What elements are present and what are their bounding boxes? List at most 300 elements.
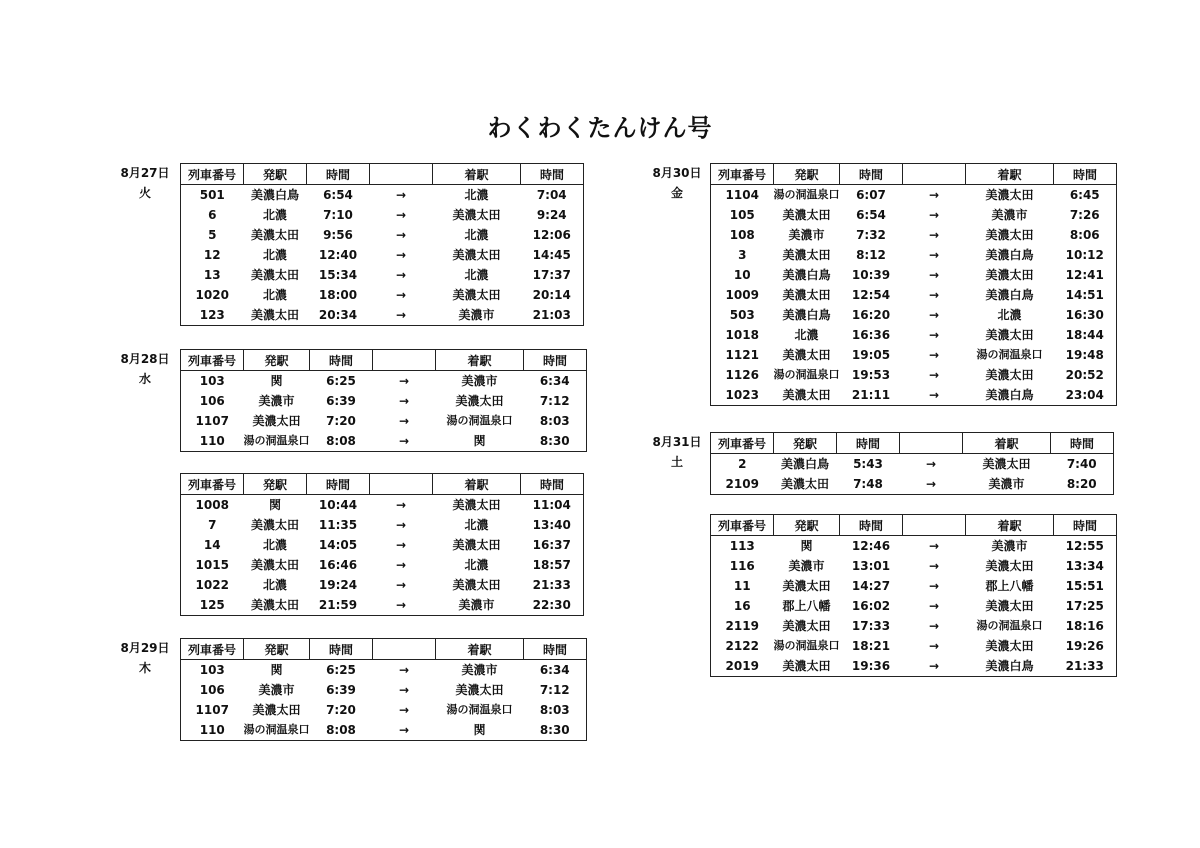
col-header-dep-station: 発駅 [774,433,837,454]
day-label [652,432,702,473]
cell-arr: 8:30 [539,723,570,737]
cell-to: 美濃太田 [985,228,1034,242]
cell-arrow: → [398,703,410,717]
cell-arrow: → [928,188,940,202]
cell-arrow: → [928,228,940,242]
cell-arrow: → [398,374,410,388]
cell-no: 501 [199,188,225,202]
cell-no: 2109 [725,477,759,491]
cell-arrow: → [395,288,407,302]
cell-to: 美濃太田 [452,498,501,512]
date-text: 8月31日 [652,435,702,449]
cell-arrow: → [398,434,410,448]
table-row [181,371,587,392]
cell-arrow: → [395,558,407,572]
day-label [120,638,170,679]
cell-from: 北濃 [262,248,287,262]
table-row [711,454,1114,475]
cell-no: 1009 [725,288,759,302]
cell-from: 関 [270,374,283,388]
cell-arrow: → [928,268,940,282]
col-header-arrow [373,350,436,371]
date-text: 8月28日 [120,352,170,366]
table-row [711,556,1117,576]
cell-arr: 15:51 [1065,579,1104,593]
table-row [181,575,584,595]
col-header-arr-time: 時間 [521,164,584,185]
cell-to: 美濃太田 [455,683,504,697]
timetable [710,163,1117,406]
cell-no: 103 [199,374,225,388]
cell-no: 12 [203,248,221,262]
cell-arrow: → [395,598,407,612]
table-row [711,345,1117,365]
cell-from: 湯の洞温泉口 [243,434,310,447]
cell-no: 103 [199,663,225,677]
cell-arr: 14:45 [532,248,571,262]
day-label [652,163,702,204]
cell-from: 美濃太田 [782,579,831,593]
col-header-dep-station: 発駅 [244,474,307,495]
cell-from: 美濃太田 [782,348,831,362]
cell-dep: 7:20 [326,703,356,717]
col-header-train-no: 列車番号 [181,350,244,371]
cell-no: 3 [738,248,747,262]
cell-from: 美濃太田 [782,388,831,402]
cell-to: 美濃市 [988,477,1025,491]
cell-to: 北濃 [997,308,1022,322]
cell-no: 110 [199,723,225,737]
col-header-arr-station: 着駅 [963,433,1051,454]
cell-dep: 16:20 [851,308,891,322]
cell-to: 北濃 [464,518,489,532]
cell-arrow: → [925,477,937,491]
cell-to: 美濃太田 [985,639,1034,653]
cell-arrow: → [928,248,940,262]
cell-from: 美濃白鳥 [782,308,831,322]
cell-from: 北濃 [262,208,287,222]
cell-no: 2 [738,457,747,471]
cell-dep: 6:07 [856,188,886,202]
cell-arrow: → [395,248,407,262]
cell-from: 美濃市 [788,559,825,573]
cell-dep: 8:12 [856,248,886,262]
table-row [711,474,1114,495]
date-text: 8月27日 [120,166,170,180]
cell-to: 美濃太田 [452,538,501,552]
cell-to: 北濃 [464,558,489,572]
day-label [120,349,170,390]
table-row [181,305,584,326]
cell-from: 美濃市 [788,228,825,242]
cell-no: 503 [729,308,755,322]
cell-from: 美濃太田 [250,558,299,572]
cell-arr: 8:06 [1069,228,1100,242]
table-row [181,700,587,720]
weekday-text: 木 [138,661,151,675]
date-text: 8月30日 [652,166,702,180]
timetable [180,473,584,616]
cell-arrow: → [928,208,940,222]
cell-from: 郡上八幡 [782,599,831,613]
cell-from: 美濃市 [258,683,295,697]
cell-arr: 17:37 [532,268,571,282]
cell-from: 美濃太田 [780,477,829,491]
cell-arr: 20:14 [532,288,571,302]
cell-to: 湯の洞温泉口 [446,414,513,427]
cell-dep: 16:46 [318,558,358,572]
cell-from: 湯の洞温泉口 [243,723,310,736]
header-row [181,350,587,371]
table-row [181,265,584,285]
cell-no: 1022 [195,578,229,592]
cell-dep: 7:32 [856,228,886,242]
cell-arr: 23:04 [1065,388,1104,402]
cell-dep: 15:34 [318,268,358,282]
cell-arrow: → [395,578,407,592]
col-header-dep-time: 時間 [837,433,900,454]
cell-dep: 6:54 [323,188,353,202]
cell-arr: 12:55 [1065,539,1104,553]
cell-dep: 18:00 [318,288,358,302]
cell-dep: 6:25 [326,663,356,677]
table-row [181,411,587,431]
cell-arr: 9:24 [536,208,567,222]
col-header-train-no: 列車番号 [711,433,774,454]
cell-no: 14 [203,538,221,552]
table-row [711,245,1117,265]
cell-to: 湯の洞温泉口 [976,348,1043,361]
weekday-text: 土 [670,455,683,469]
header-row [711,433,1114,454]
cell-to: 関 [473,723,486,737]
col-header-train-no: 列車番号 [711,515,774,536]
cell-arrow: → [398,663,410,677]
cell-to: 湯の洞温泉口 [976,619,1043,632]
cell-no: 113 [729,539,755,553]
col-header-arr-station: 着駅 [966,164,1054,185]
cell-arr: 8:03 [539,703,570,717]
cell-from: 美濃太田 [250,308,299,322]
table-row [711,185,1117,206]
weekday-text: 火 [138,186,151,200]
col-header-dep-station: 発駅 [774,515,840,536]
cell-arr: 7:26 [1069,208,1100,222]
cell-from: 美濃太田 [782,659,831,673]
cell-no: 10 [733,268,751,282]
table-row [711,576,1117,596]
cell-to: 美濃太田 [985,188,1034,202]
cell-dep: 19:05 [851,348,891,362]
cell-arrow: → [928,579,940,593]
cell-from: 関 [270,663,283,677]
cell-arrow: → [928,348,940,362]
cell-dep: 7:20 [326,414,356,428]
col-header-train-no: 列車番号 [181,639,244,660]
cell-to: 美濃太田 [982,457,1031,471]
cell-arr: 6:45 [1069,188,1100,202]
cell-to: 美濃太田 [452,248,501,262]
cell-arrow: → [395,228,407,242]
cell-from: 美濃白鳥 [780,457,829,471]
cell-to: 美濃太田 [452,208,501,222]
cell-arr: 12:06 [532,228,571,242]
cell-no: 2119 [725,619,759,633]
cell-no: 6 [208,208,217,222]
cell-no: 1020 [195,288,229,302]
cell-arr: 10:12 [1065,248,1104,262]
cell-to: 美濃太田 [985,268,1034,282]
cell-dep: 14:27 [851,579,891,593]
cell-dep: 11:35 [318,518,358,532]
col-header-dep-time: 時間 [310,350,373,371]
cell-dep: 19:53 [851,368,891,382]
cell-arr: 17:25 [1065,599,1104,613]
weekday-text: 水 [138,372,151,386]
cell-no: 5 [208,228,217,242]
col-header-dep-time: 時間 [307,474,370,495]
cell-arr: 12:41 [1065,268,1104,282]
date-text: 8月29日 [120,641,170,655]
cell-no: 7 [208,518,217,532]
cell-to: 北濃 [464,188,489,202]
cell-from: 関 [800,539,813,553]
cell-arr: 7:12 [539,394,570,408]
col-header-arr-time: 時間 [1051,433,1114,454]
cell-arrow: → [928,388,940,402]
cell-arr: 13:40 [532,518,571,532]
cell-to: 美濃市 [458,308,495,322]
cell-no: 1107 [195,703,229,717]
cell-arr: 7:40 [1066,457,1097,471]
cell-arrow: → [928,599,940,613]
cell-arrow: → [928,659,940,673]
table-row [711,536,1117,557]
cell-to: 美濃市 [991,539,1028,553]
cell-no: 1104 [725,188,759,202]
col-header-dep-time: 時間 [310,639,373,660]
cell-dep: 6:54 [856,208,886,222]
cell-arr: 22:30 [532,598,571,612]
cell-dep: 6:39 [326,683,356,697]
cell-dep: 16:36 [851,328,891,342]
header-row [181,164,584,185]
col-header-train-no: 列車番号 [181,474,244,495]
cell-to: 美濃太田 [985,328,1034,342]
timetable [710,514,1117,677]
col-header-arr-time: 時間 [521,474,584,495]
col-header-dep-station: 発駅 [244,639,310,660]
cell-from: 美濃太田 [250,598,299,612]
cell-no: 125 [199,598,225,612]
table-row [181,555,584,575]
col-header-arrow [900,433,963,454]
cell-no: 1018 [725,328,759,342]
cell-arrow: → [395,208,407,222]
cell-no: 1015 [195,558,229,572]
col-header-arr-time: 時間 [1054,515,1117,536]
cell-arr: 18:44 [1065,328,1104,342]
cell-to: 美濃白鳥 [985,659,1034,673]
cell-dep: 6:39 [326,394,356,408]
weekday-text: 金 [670,186,683,200]
cell-no: 1008 [195,498,229,512]
cell-to: 関 [473,434,486,448]
cell-arrow: → [395,308,407,322]
timetable [180,349,587,452]
cell-to: 美濃太田 [455,394,504,408]
cell-no: 116 [729,559,755,573]
cell-no: 13 [203,268,221,282]
cell-from: 美濃白鳥 [782,268,831,282]
table-row [711,596,1117,616]
col-header-arrow [903,515,966,536]
table-row [711,285,1117,305]
cell-arr: 11:04 [532,498,571,512]
cell-dep: 16:02 [851,599,891,613]
timetable [180,638,587,741]
col-header-arrow [373,639,436,660]
table-row [181,595,584,616]
col-header-dep-time: 時間 [840,164,903,185]
table-row [181,515,584,535]
table-row [181,495,584,516]
cell-arrow: → [928,559,940,573]
cell-arrow: → [395,518,407,532]
cell-no: 105 [729,208,755,222]
header-row [711,515,1117,536]
cell-dep: 12:46 [851,539,891,553]
cell-to: 美濃市 [458,598,495,612]
cell-arr: 7:04 [536,188,567,202]
cell-dep: 10:44 [318,498,358,512]
cell-from: 北濃 [262,288,287,302]
cell-arr: 20:52 [1065,368,1104,382]
table-row [181,245,584,265]
cell-arrow: → [928,539,940,553]
col-header-arr-station: 着駅 [436,350,524,371]
table-row [181,185,584,206]
cell-to: 美濃太田 [452,578,501,592]
cell-arr: 8:03 [539,414,570,428]
cell-arr: 16:30 [1065,308,1104,322]
cell-to: 美濃太田 [985,599,1034,613]
cell-arr: 8:20 [1066,477,1097,491]
cell-from: 北濃 [262,578,287,592]
header-row [181,474,584,495]
page-title: わくわくたんけん号 [487,114,713,142]
col-header-arrow [370,164,433,185]
cell-to: 美濃太田 [985,368,1034,382]
cell-dep: 7:10 [323,208,353,222]
col-header-train-no: 列車番号 [711,164,774,185]
cell-from: 美濃太田 [252,414,301,428]
col-header-dep-time: 時間 [307,164,370,185]
cell-dep: 12:40 [318,248,358,262]
cell-arrow: → [398,723,410,737]
cell-no: 106 [199,394,225,408]
cell-arr: 21:03 [532,308,571,322]
cell-no: 16 [733,599,751,613]
cell-arrow: → [395,188,407,202]
cell-dep: 7:48 [853,477,883,491]
cell-to: 美濃太田 [985,559,1034,573]
cell-from: 北濃 [794,328,819,342]
cell-arrow: → [928,328,940,342]
cell-arrow: → [928,368,940,382]
cell-from: 美濃太田 [782,248,831,262]
cell-to: 美濃白鳥 [985,288,1034,302]
cell-arr: 14:51 [1065,288,1104,302]
cell-arr: 16:37 [532,538,571,552]
cell-no: 1121 [725,348,759,362]
cell-to: 湯の洞温泉口 [446,703,513,716]
cell-from: 美濃太田 [782,619,831,633]
table-row [181,680,587,700]
cell-arr: 18:57 [532,558,571,572]
table-row [711,365,1117,385]
cell-from: 湯の洞温泉口 [773,639,840,652]
table-row [711,205,1117,225]
cell-dep: 21:11 [851,388,891,402]
table-row [711,305,1117,325]
cell-arr: 7:12 [539,683,570,697]
cell-to: 美濃白鳥 [985,388,1034,402]
timetable [180,163,584,326]
header-row [711,164,1117,185]
cell-arrow: → [398,683,410,697]
cell-dep: 20:34 [318,308,358,322]
col-header-arr-station: 着駅 [966,515,1054,536]
cell-dep: 19:36 [851,659,891,673]
table-row [711,225,1117,245]
cell-arr: 13:34 [1065,559,1104,573]
cell-no: 106 [199,683,225,697]
cell-arrow: → [398,414,410,428]
cell-no: 1107 [195,414,229,428]
cell-dep: 5:43 [853,457,883,471]
cell-from: 湯の洞温泉口 [773,368,840,381]
cell-dep: 6:25 [326,374,356,388]
cell-from: 関 [268,498,281,512]
table-row [181,535,584,555]
table-row [711,325,1117,345]
cell-from: 美濃太田 [250,518,299,532]
cell-to: 美濃白鳥 [985,248,1034,262]
cell-to: 美濃市 [461,663,498,677]
cell-no: 2122 [725,639,759,653]
cell-to: 北濃 [464,268,489,282]
cell-dep: 9:56 [323,228,353,242]
cell-no: 123 [199,308,225,322]
col-header-arr-time: 時間 [524,350,587,371]
cell-to: 美濃市 [461,374,498,388]
table-row [181,391,587,411]
cell-no: 2019 [725,659,759,673]
cell-dep: 14:05 [318,538,358,552]
table-row [181,660,587,681]
cell-arrow: → [928,308,940,322]
cell-arr: 18:16 [1065,619,1104,633]
cell-from: 美濃白鳥 [250,188,299,202]
header-row [181,639,587,660]
table-row [711,656,1117,677]
timetable [710,432,1114,495]
table-row [711,636,1117,656]
cell-to: 美濃太田 [452,288,501,302]
col-header-dep-station: 発駅 [244,164,307,185]
table-row [711,265,1117,285]
